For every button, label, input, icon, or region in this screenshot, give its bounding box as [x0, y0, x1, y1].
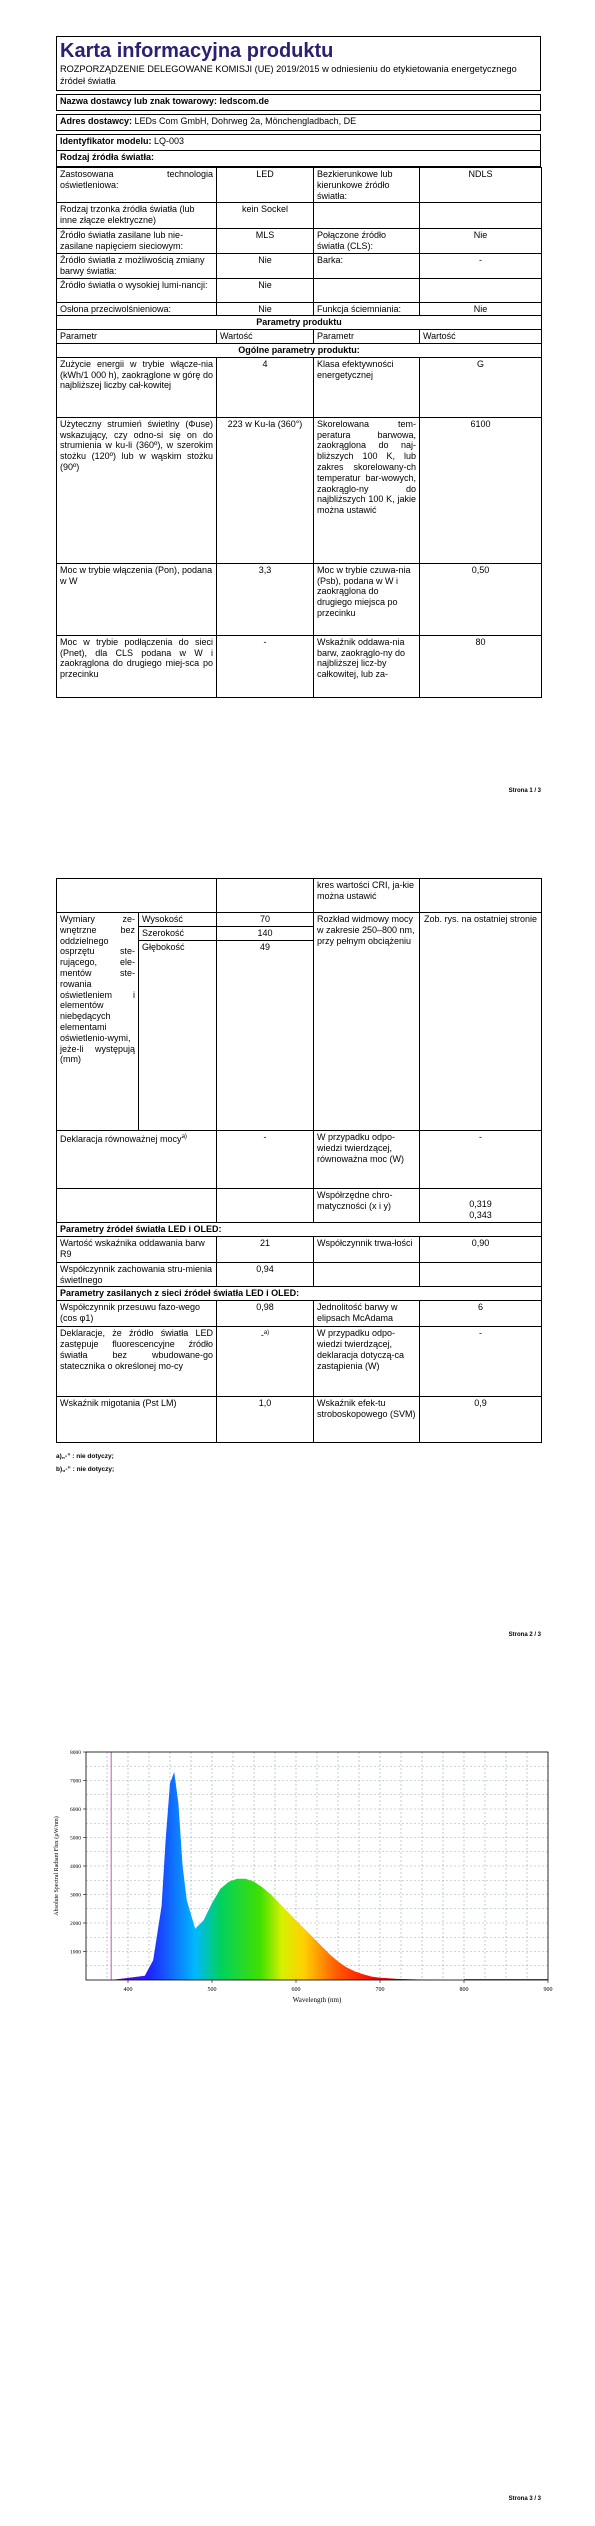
col-header-param: Parametr [314, 330, 420, 344]
param-value: 3,3 [217, 563, 314, 635]
param-value: 6100 [420, 417, 542, 563]
led-heading: Parametry źródeł światła LED i OLED: [57, 1223, 542, 1237]
type-row-value: NDLS [420, 168, 542, 203]
address-label: Adres dostawcy: [60, 116, 133, 126]
r9-value: 21 [217, 1236, 314, 1262]
param-value: 0,50 [420, 563, 542, 635]
svm-value: 0,9 [420, 1397, 542, 1443]
type-row-value: MLS [217, 229, 314, 254]
x-tick-label: 600 [291, 1987, 301, 1993]
x-tick-label: 800 [459, 1987, 469, 1993]
dimension-name: Szerokość [139, 927, 217, 941]
page-title: Karta informacyjna produktu [60, 40, 334, 62]
x-tick-label: 400 [123, 1987, 133, 1993]
regulation-text: ROZPORZĄDZENIE DELEGOWANE KOMISJI (UE) 2019/2015 w odniesieniu do etykietowania energetycznego źródeł światła [60, 64, 517, 86]
equivalent-power-value: - [217, 1131, 314, 1189]
y-tick-label: 5000 [70, 1835, 81, 1842]
param-label: Wskaźnik oddawa-nia barw, zaokrąglo-ny do najbliższej licz-by całkowitej, lub za- [314, 635, 420, 697]
chromaticity-value: 0,319 0,343 [420, 1189, 542, 1223]
supplier-name: Nazwa dostawcy lub znak towarowy: ledscom.de [57, 95, 541, 111]
chromaticity-label: Współrzędne chro-matyczności (x i y) [314, 1189, 420, 1223]
param-value: - [217, 635, 314, 697]
y-tick-label: 1000 [70, 1949, 81, 1956]
mains-heading: Parametry zasilanych z sieci źródeł światła LED i OLED: [57, 1287, 542, 1301]
equivalent-power-right-label: W przypadku odpo-wiedzi twierdzącej, równoważna moc (W) [314, 1131, 420, 1189]
cri-continued: kres wartości CRI, ja-kie można ustawić [314, 879, 420, 913]
y-tick-label: 8000 [70, 1750, 81, 1756]
dimension-value: 140 [217, 927, 314, 941]
param-value: 4 [217, 357, 314, 417]
type-row-value: kein Sockel [217, 203, 314, 229]
equivalent-power-label: Deklaracja równoważnej mocy$^{a)}$ [57, 1131, 217, 1189]
x-tick-label: 700 [375, 1987, 385, 1993]
y-tick-label: 7000 [70, 1778, 81, 1785]
param-label: Moc w trybie czuwa-nia (Psb), podana w W i zaokrąglona do drugiego miejsca po przecinku [314, 563, 420, 635]
model-label: Identyfikator modelu: [60, 136, 152, 146]
maintenance-value: 0,94 [217, 1262, 314, 1287]
type-row-label: Zastosowana technologia oświetleniowa: [57, 168, 217, 203]
type-row-label: Funkcja ściemniania: [314, 302, 420, 316]
type-row-value: Nie [420, 229, 542, 254]
replacement-right-label: W przypadku odpo-wiedzi twierdzącej, deklaracja dotyczą-ca zastąpienia (W) [314, 1327, 420, 1397]
param-label: Moc w trybie włączenia (Pon), podana w W [57, 563, 217, 635]
col-header-value: Wartość [217, 330, 314, 344]
address-value: LEDs Com GmbH, Dohrweg 2a, Mönchengladbach, DE [134, 116, 357, 126]
macadam-value: 6 [420, 1301, 542, 1327]
x-tick-label: 900 [543, 1987, 553, 1993]
page-footer: Strona 2 / 3 [508, 1632, 541, 1638]
param-label: Moc w trybie podłączenia do sieci (Pnet), dla CLS podana w W i zaokrąglona do drugiego miej-sca po przecinku [57, 635, 217, 697]
spectrum-chart [48, 1748, 558, 2008]
type-row-label: Źródło światła z możliwością zmiany barwy światła: [57, 253, 217, 278]
col-header-param: Parametr [57, 330, 217, 344]
general-heading: Ogólne parametry produktu: [57, 343, 542, 357]
col-header-value: Wartość [420, 330, 542, 344]
type-row-value: Nie [217, 302, 314, 316]
page-footer: Strona 3 / 3 [508, 2496, 541, 2502]
dimension-name: Wysokość [139, 913, 217, 927]
r9-label: Wartość wskaźnika oddawania barw R9 [57, 1236, 217, 1262]
y-tick-label: 6000 [70, 1807, 81, 1813]
param-label: Skorelowana tem-peratura barwowa, zaokrąglona do naj-bliższych 100 K, lub zakres skorelowany-ch temperatur bar-wowych, zaokrąglo-ny do najbliższych 100 K, jakie można ustawić [314, 417, 420, 563]
model-value: LQ-003 [154, 136, 185, 146]
params-heading: Parametry produktu [57, 316, 542, 330]
page-3 [0, 1720, 595, 2526]
flicker-value: 1,0 [217, 1397, 314, 1443]
y-tick-label: 2000 [70, 1921, 81, 1927]
spectral-label: Rozkład widmowy mocy w zakresie 250–800 nm, przy pełnym obciążeniu [314, 913, 420, 1131]
param-value: G [420, 357, 542, 417]
dimension-name: Głębokość [139, 941, 217, 1131]
survival-value: 0,90 [420, 1236, 542, 1262]
type-row-value: Nie [217, 278, 314, 302]
param-value: 80 [420, 635, 542, 697]
type-row-label: Połączone źródło światła (CLS): [314, 229, 420, 254]
param-label: Użyteczny strumień świetlny (Φuse) wskazujący, czy odno-si się on do strumienia w ku-li (360º), w szerokim stożku (120º) lub w wąskim stożku (90º) [57, 417, 217, 563]
footnotes [56, 1450, 114, 1476]
x-tick-label: 500 [207, 1987, 217, 1993]
maintenance-label: Współczynnik zachowania stru-mienia świetlnego [57, 1262, 217, 1287]
y-tick-label: 3000 [70, 1892, 81, 1899]
type-row-label: Bezkierunkowe lub kierunkowe źródło światła: [314, 168, 420, 203]
param-label: Klasa efektywności energetycznej [314, 357, 420, 417]
type-row-value: Nie [420, 302, 542, 316]
page-footer: Strona 1 / 3 [508, 788, 541, 794]
power-factor-value: 0,98 [217, 1301, 314, 1327]
param-label: Zużycie energii w trybie włącze-nia (kWh/1 000 h), zaokrąglone w górę do najbliższej liczby cał-kowitej [57, 357, 217, 417]
equivalent-power-right-value: - [420, 1131, 542, 1189]
footnote-a: a)„-” : nie dotyczy; [56, 1453, 114, 1460]
dimension-value: 70 [217, 913, 314, 927]
power-factor-label: Współczynnik przesuwu fazo-wego (cos φ1) [57, 1301, 217, 1327]
params-table-continued [56, 878, 542, 1443]
footnote-b: b)„-” : nie dotyczy; [56, 1466, 115, 1473]
type-row-value: - [420, 253, 542, 278]
type-row-label: Osłona przeciwolśnieniowa: [57, 302, 217, 316]
y-tick-label: 4000 [70, 1864, 81, 1870]
type-row-value: LED [217, 168, 314, 203]
dimensions-label: Wymiary ze-wnętrzne bez oddzielnego osprzętu ste-rującego, ele-mentów ste-rowania oświetleniem i elementów niebędących elementami oświetlenio-wymi, jeże-li występują (mm) [57, 913, 139, 1131]
replacement-value: -$^{a)}$ [217, 1327, 314, 1397]
type-row-value: Nie [217, 253, 314, 278]
type-heading: Rodzaj źródła światła: [57, 151, 541, 167]
type-row-label: Rodzaj trzonka źródła światła (lub inne złącze elektryczne) [57, 203, 217, 229]
x-axis-label: Wavelength (nm) [292, 1996, 342, 2004]
dimension-value: 49 [217, 941, 314, 1131]
spectral-value: Zob. rys. na ostatniej stronie [420, 913, 542, 1131]
param-value: 223 w Ku-la (360°) [217, 417, 314, 563]
type-row-label: Źródło światła zasilane lub nie-zasilane napięciem sieciowym: [57, 229, 217, 254]
y-axis-label: Absolute Spectral Radiant Flux (µW/nm) [54, 1816, 60, 1916]
type-row-label: Źródło światła o wysokiej lumi-nancji: [57, 278, 217, 302]
flicker-label: Wskaźnik migotania (Pst LM) [57, 1397, 217, 1443]
survival-label: Współczynnik trwa-łości [314, 1236, 420, 1262]
replacement-label: Deklaracje, że źródło światła LED zastępuje fluorescencyjne źródło światła bez wbudowane-go statecznika o określonej mo-cy [57, 1327, 217, 1397]
macadam-label: Jednolitość barwy w elipsach McAdama [314, 1301, 420, 1327]
svm-label: Wskaźnik efek-tu stroboskopowego (SVM) [314, 1397, 420, 1443]
replacement-right-value: - [420, 1327, 542, 1397]
type-row-label: Barka: [314, 253, 420, 278]
